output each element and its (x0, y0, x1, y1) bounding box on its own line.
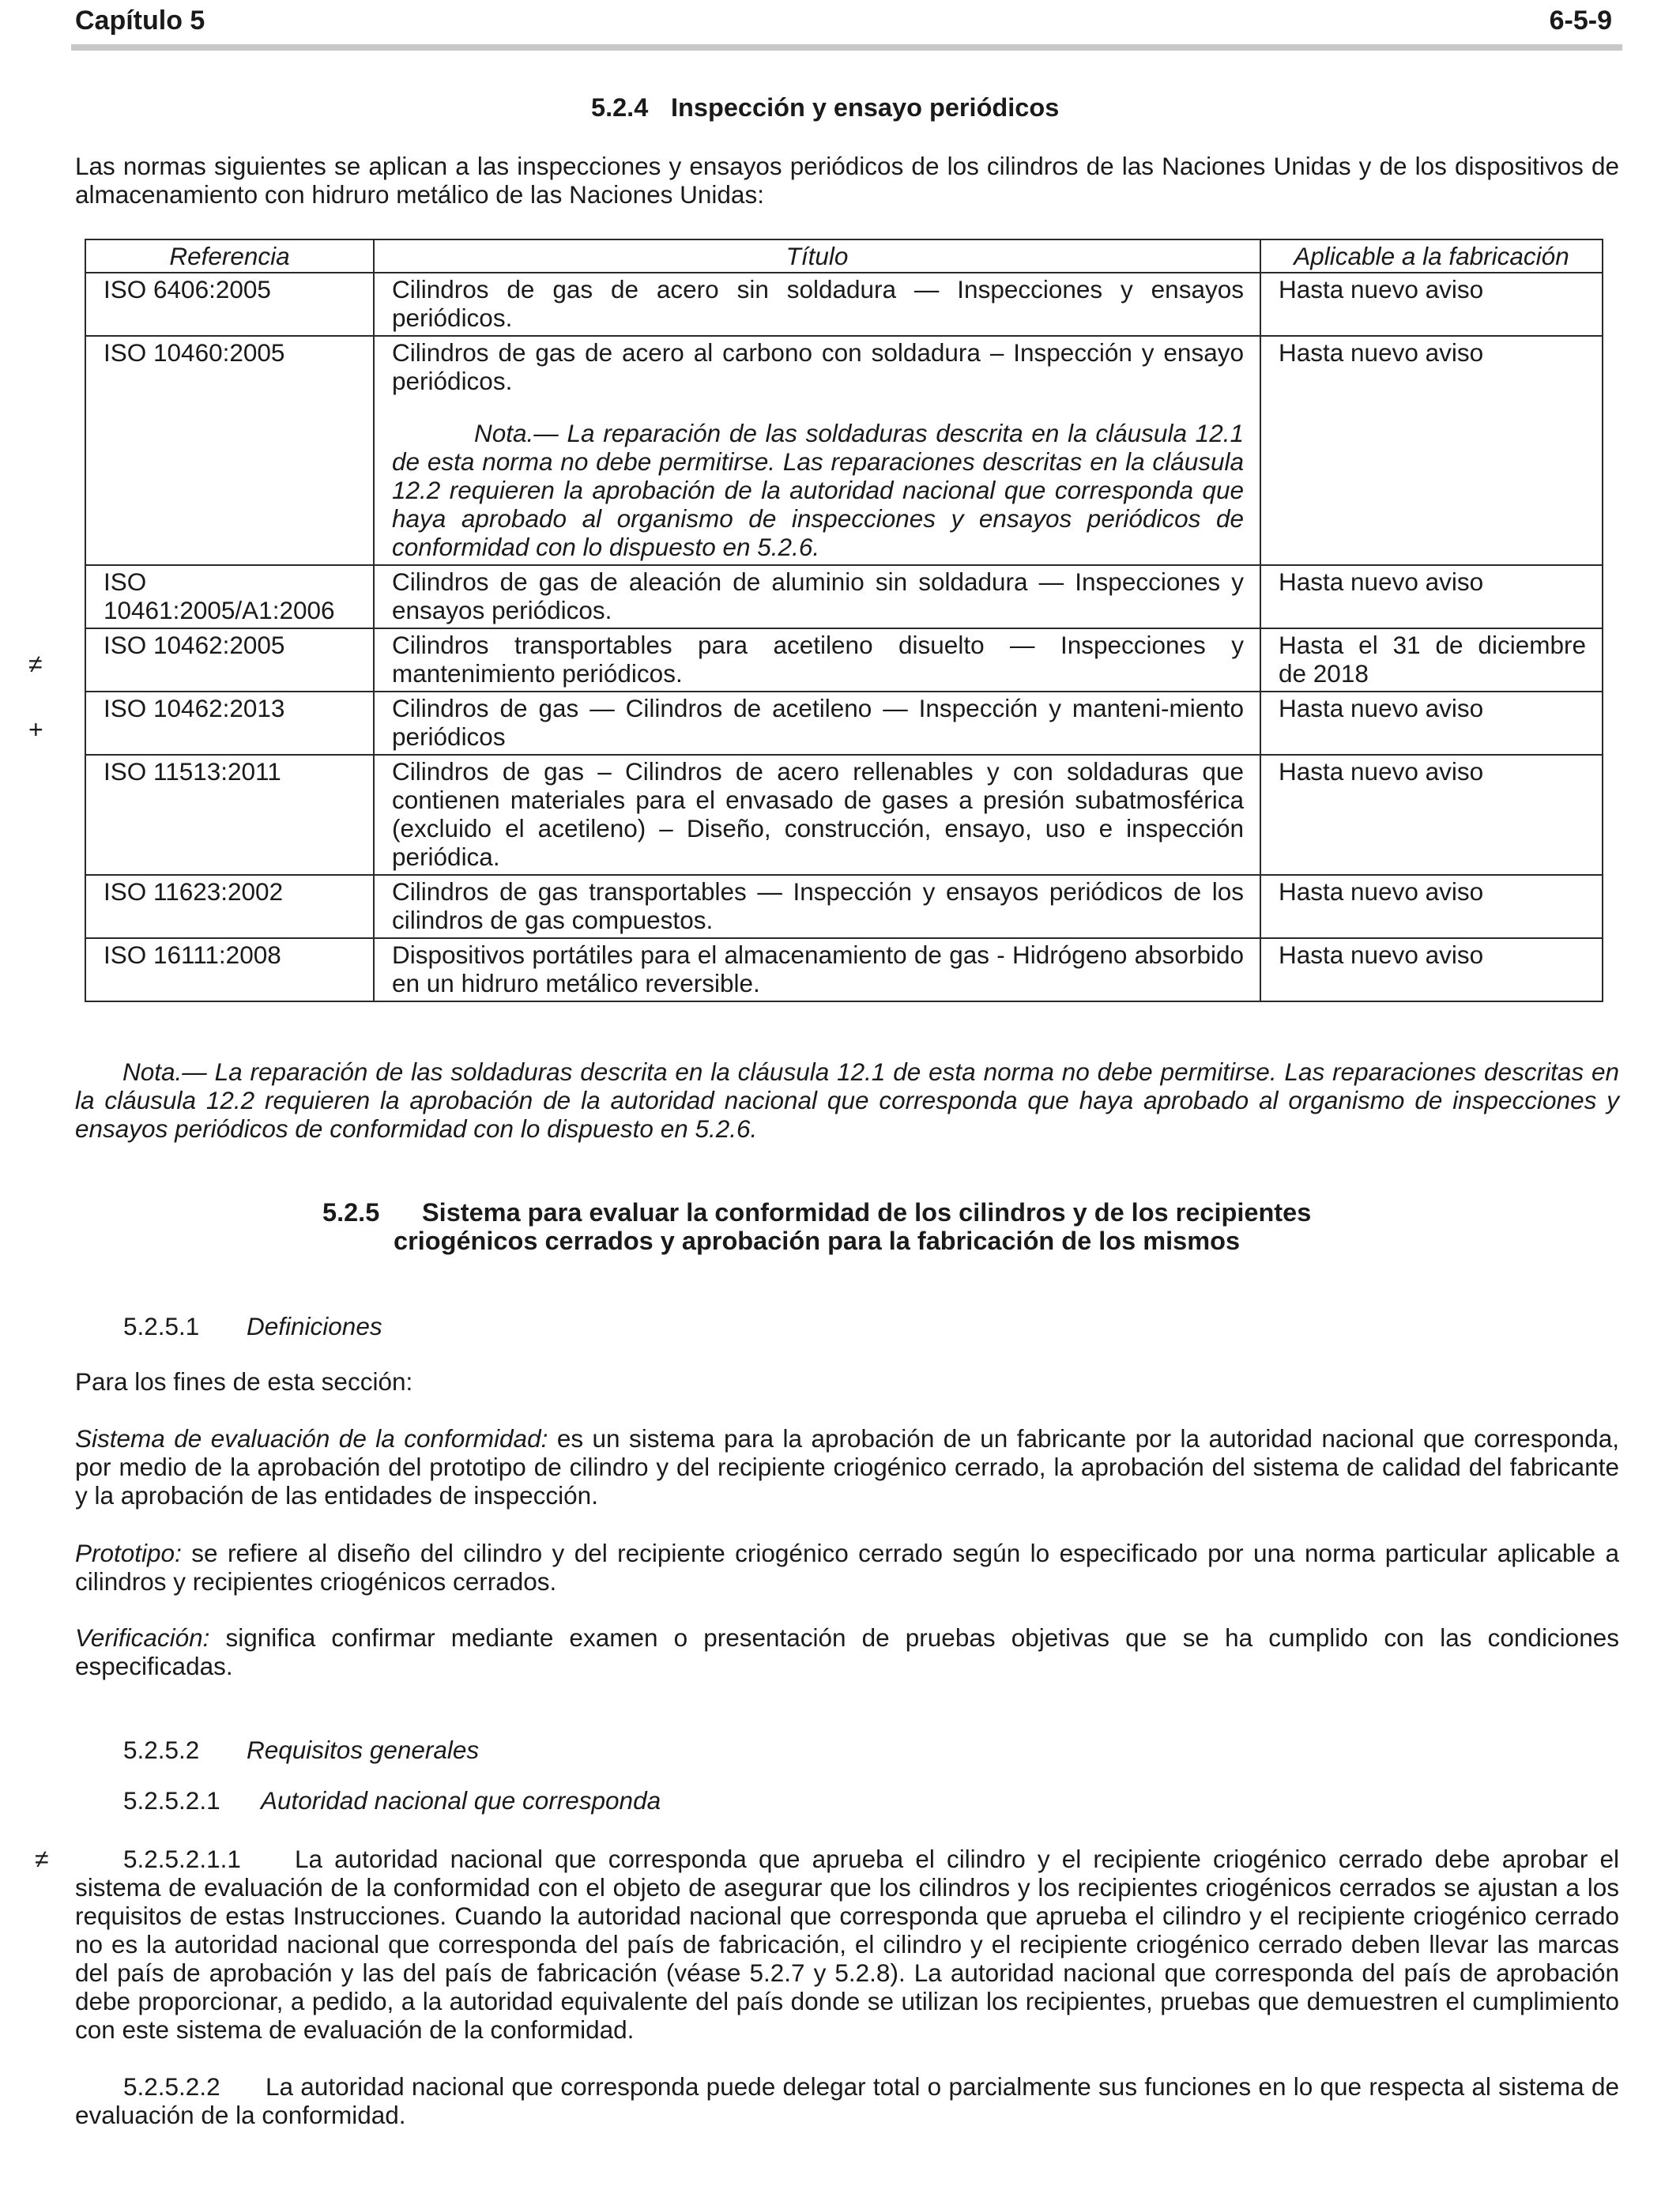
definition-term: Prototipo: (75, 1539, 182, 1567)
title-cell: Cilindros transportables para acetileno disuelto — Inspecciones y mantenimiento periódicos. (374, 628, 1260, 692)
change-mark-amended: ≠ (35, 1845, 49, 1873)
subsection-title: Autoridad nacional que corresponda (261, 1786, 661, 1815)
table-row (85, 938, 1603, 1001)
subsection-number: 5.2.5.1 (123, 1312, 200, 1340)
for-purposes-text: Para los fines de esta sección: (75, 1367, 413, 1396)
reference-cell: ISO 10461:2005/A1:2006 (85, 565, 374, 628)
change-mark-amended: ≠ (28, 650, 43, 678)
definition-text: es un sistema para la aprobación de un fabricante por la autoridad nacional que corresponda, por medio de la aprobación del prototipo de cilindro y del recipiente criogénico cerrado, la aprobación del sistema de calidad del fabricante y la aprobación de las entidades de inspección. (75, 1424, 1619, 1510)
subsection-5251 (123, 1312, 382, 1340)
table-row (85, 336, 1603, 565)
applicable-cell: Hasta nuevo aviso (1260, 565, 1603, 628)
reference-cell: ISO 16111:2008 (85, 938, 374, 1001)
column-header-title: Título (374, 239, 1260, 273)
change-mark-added: + (28, 715, 43, 744)
definition-term: Verificación: (75, 1623, 210, 1652)
row-note: Nota.— La reparación de las soldaduras descrita en la cláusula 12.1 de esta norma no debe permitirse. Las reparaciones descritas en la cláusula 12.2 requieren la aprobación de la autoridad nacional que corresponda que haya aprobado al organismo de inspecciones y ensayos periódicos de conformidad con lo dispuesto en 5.2.6. (392, 419, 1244, 561)
title-text: Cilindros de gas de acero al carbono con soldadura – Inspección y ensayo periódicos. (392, 338, 1244, 395)
reference-cell: ISO 11623:2002 (85, 875, 374, 938)
section-number: 5.2.5 (322, 1198, 380, 1227)
title-cell: Cilindros de gas — Cilindros de acetileno — Inspección y manteni-miento periódicos (374, 692, 1260, 755)
applicable-cell: Hasta nuevo aviso (1260, 875, 1603, 938)
paragraph-number: 5.2.5.2.2 (123, 2072, 220, 2101)
table-row (85, 628, 1603, 692)
table-header-row (85, 239, 1603, 273)
section-heading-525 (322, 1198, 1311, 1255)
intro-paragraph: Las normas siguientes se aplican a las inspecciones y ensayos periódicos de los cilindros de las Naciones Unidas y de los dispositivos de almacenamiento con hidruro metálico de las Naciones Unidas: (75, 152, 1619, 209)
subsection-5252 (123, 1736, 479, 1764)
definition-paragraph (75, 1539, 1619, 1596)
title-cell: Cilindros de gas transportables — Inspección y ensayos periódicos de los cilindros de gas compuestos. (374, 875, 1260, 938)
subsection-number: 5.2.5.2 (123, 1736, 200, 1764)
title-cell (374, 336, 1260, 565)
page-number: 6-5-9 (1549, 6, 1612, 36)
paragraph-text: La autoridad nacional que corresponda que aprueba el cilindro y el recipiente criogénico cerrado debe aprobar el sistema de evaluación de la conformidad con el objeto de asegurar que los cilindros y los recipientes criogénicos cerrados se ajustan a los requisitos de estas Instrucciones. Cuando la autoridad nacional que corresponda que aprueba el cilindro y el recipiente criogénico cerrado no es la autoridad nacional que corresponda del país de fabricación, el cilindro y el recipiente criogénico cerrado deben llevar las marcas del país de aprobación y las del país de fabricación (véase 5.2.7 y 5.2.8). La autoridad nacional que corresponda del país de aprobación debe proporcionar, a pedido, a la autoridad equivalente del país donde se utilizan los recipientes, pruebas que demuestren el cumplimiento con este sistema de evaluación de la conformidad. (75, 1845, 1619, 2044)
paragraph-52522 (75, 2072, 1619, 2129)
table-row (85, 565, 1603, 628)
applicable-cell: Hasta nuevo aviso (1260, 336, 1603, 565)
applicable-cell: Hasta nuevo aviso (1260, 938, 1603, 1001)
definition-text: significa confirmar mediante examen o presentación de pruebas objetivas que se ha cumplido con las condiciones especificadas. (75, 1623, 1619, 1680)
chapter-label: Capítulo 5 (75, 6, 205, 36)
paragraph-525211 (75, 1845, 1619, 2044)
title-cell: Cilindros de gas de acero sin soldadura — Inspecciones y ensayos periódicos. (374, 273, 1260, 336)
section-number: 5.2.4 (591, 93, 649, 122)
definition-paragraph (75, 1424, 1619, 1510)
section-heading-524 (591, 93, 1059, 122)
applicable-cell: Hasta nuevo aviso (1260, 755, 1603, 875)
definition-term: Sistema de evaluación de la conformidad: (75, 1424, 548, 1453)
section-title: Inspección y ensayo periódicos (671, 93, 1060, 122)
column-header-applicable: Aplicable a la fabricación (1260, 239, 1603, 273)
reference-cell: ISO 11513:2011 (85, 755, 374, 875)
subsection-title: Definiciones (247, 1312, 382, 1340)
table-note: Nota.— La reparación de las soldaduras descrita en la cláusula 12.1 de esta norma no debe permitirse. Las reparaciones descritas en la cláusula 12.2 requieren la aprobación de la autoridad nacional que corresponda que haya aprobado al organismo de inspecciones y ensayos periódicos de conformidad con lo dispuesto en 5.2.6. (75, 1057, 1619, 1143)
definition-text: se refiere al diseño del cilindro y del recipiente criogénico cerrado según lo especificado por una norma particular aplicable a cilindros y recipientes criogénicos cerrados. (75, 1539, 1619, 1596)
applicable-cell: Hasta nuevo aviso (1260, 692, 1603, 755)
reference-cell: ISO 10460:2005 (85, 336, 374, 565)
title-cell: Cilindros de gas de aleación de aluminio sin soldadura — Inspecciones y ensayos periódicos. (374, 565, 1260, 628)
table-row (85, 692, 1603, 755)
applicable-cell: Hasta nuevo aviso (1260, 273, 1603, 336)
header-rule (71, 44, 1622, 51)
table-row (85, 273, 1603, 336)
reference-cell: ISO 10462:2005 (85, 628, 374, 692)
subsection-number: 5.2.5.2.1 (123, 1786, 220, 1815)
paragraph-number: 5.2.5.2.1.1 (123, 1845, 241, 1873)
paragraph-text: La autoridad nacional que corresponda puede delegar total o parcialmente sus funciones en lo que respecta al sistema de evaluación de la conformidad. (75, 2072, 1619, 2129)
section-title-line1: Sistema para evaluar la conformidad de los cilindros y de los recipientes (422, 1198, 1312, 1227)
standards-table (85, 239, 1603, 1002)
column-header-reference: Referencia (85, 239, 374, 273)
applicable-cell: Hasta el 31 de diciembre de 2018 (1260, 628, 1603, 692)
title-cell: Dispositivos portátiles para el almacenamiento de gas - Hidrógeno absorbido en un hidruro metálico reversible. (374, 938, 1260, 1001)
table-row (85, 755, 1603, 875)
table-row (85, 875, 1603, 938)
definition-paragraph (75, 1623, 1619, 1680)
title-cell: Cilindros de gas – Cilindros de acero rellenables y con soldaduras que contienen materiales para el envasado de gases a presión subatmosférica (excluido el acetileno) – Diseño, construcción, ensayo, uso e inspección periódica. (374, 755, 1260, 875)
subsection-title: Requisitos generales (247, 1736, 480, 1764)
section-title-line2: criogénicos cerrados y aprobación para la fabricación de los mismos (394, 1227, 1241, 1255)
reference-cell: ISO 6406:2005 (85, 273, 374, 336)
reference-cell: ISO 10462:2013 (85, 692, 374, 755)
subsection-52521 (123, 1786, 661, 1815)
